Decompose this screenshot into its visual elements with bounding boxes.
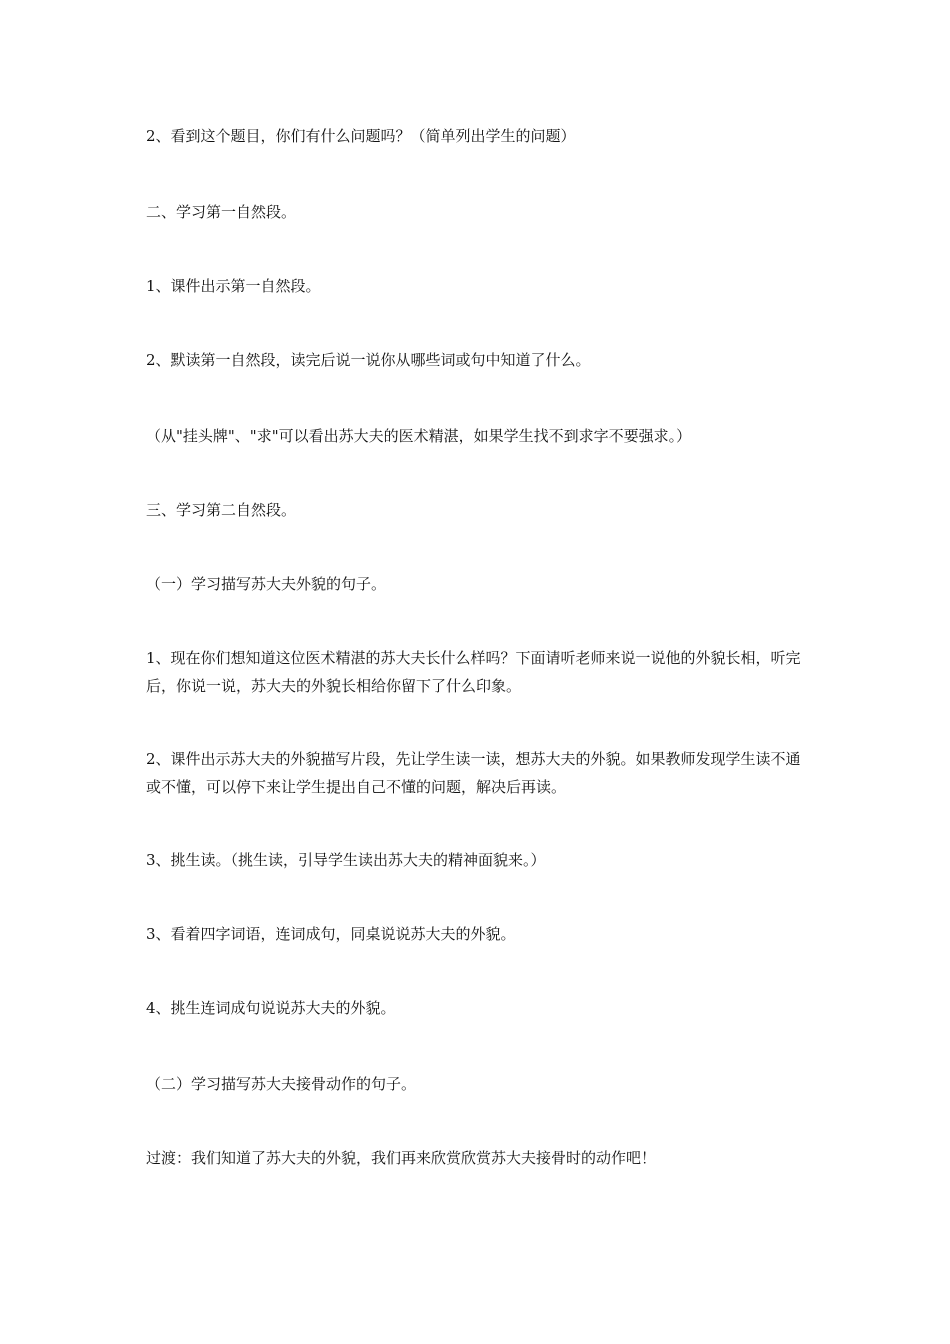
- paragraph-step-1: 1、课件出示第一自然段。: [146, 277, 321, 295]
- paragraph-question-prompt: 2、看到这个题目，你们有什么问题吗？（简单列出学生的问题）: [146, 127, 576, 145]
- paragraph-step-2: 2、默读第一自然段，读完后说一说你从哪些词或句中知道了什么。: [146, 351, 591, 369]
- paragraph-transition: 过渡：我们知道了苏大夫的外貌，我们再来欣赏欣赏苏大夫接骨时的动作吧！: [146, 1149, 657, 1167]
- subsection-heading-one: （一）学习描写苏大夫外貌的句子。: [146, 575, 387, 593]
- section-heading-two: 二、学习第一自然段。: [146, 203, 297, 221]
- subsection-heading-two: （二）学习描写苏大夫接骨动作的句子。: [146, 1075, 417, 1093]
- paragraph-appearance-5: 4、挑生连词成句说说苏大夫的外貌。: [146, 999, 396, 1017]
- paragraph-appearance-3: 3、挑生读。（挑生读，引导学生读出苏大夫的精神面貌来。）: [146, 851, 546, 869]
- paragraph-note: （从"挂头牌"、"求"可以看出苏大夫的医术精湛，如果学生找不到求字不要强求。）: [146, 427, 692, 445]
- paragraph-appearance-1: 1、现在你们想知道这位医术精湛的苏大夫长什么样吗？下面请听老师来说一说他的外貌长相，听完后，你说一说，苏大夫的外貌长相给你留下了什么印象。: [146, 649, 801, 695]
- section-heading-three: 三、学习第二自然段。: [146, 501, 297, 519]
- paragraph-appearance-2: 2、课件出示苏大夫的外貌描写片段，先让学生读一读，想苏大夫的外貌。如果教师发现学生读不通或不懂，可以停下来让学生提出自己不懂的问题，解决后再读。: [146, 750, 801, 796]
- paragraph-appearance-4: 3、看着四字词语，连词成句，同桌说说苏大夫的外貌。: [146, 925, 516, 943]
